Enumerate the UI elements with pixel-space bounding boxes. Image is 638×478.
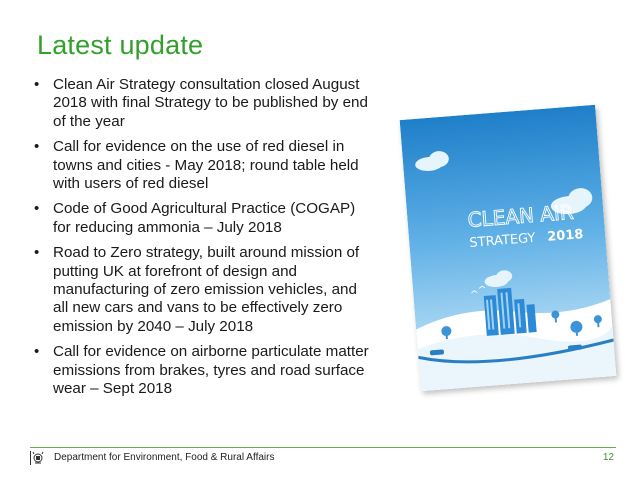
- royal-crest-icon: [30, 450, 50, 466]
- department-name: Department for Environment, Food & Rural Affairs: [54, 452, 275, 463]
- bullet-text: Clean Air Strategy consultation closed August 2018 with final Strategy to be published by end of the year: [53, 76, 368, 130]
- bullet-item: [30, 200, 370, 237]
- bullet-glyph: •: [34, 244, 40, 262]
- bullet-glyph: •: [34, 343, 40, 361]
- cover-title-line1: CLEAN AIR: [466, 199, 575, 233]
- bullet-text: Call for evidence on the use of red diesel in towns and cities - May 2018; round table held with users of red diesel: [53, 138, 359, 193]
- cover-illustration: [400, 105, 617, 392]
- bullet-text: Call for evidence on airborne particulate matter emissions from brakes, tyres and road surface wear – Sept 2018: [53, 343, 369, 398]
- footer-divider: [30, 447, 616, 448]
- bullet-glyph: •: [34, 76, 40, 93]
- bullet-item: [30, 76, 370, 131]
- cover-year: 2018: [546, 227, 584, 245]
- bullet-item: [30, 343, 370, 398]
- bullet-glyph: •: [34, 138, 40, 156]
- bullet-text: Code of Good Agricultural Practice (COGAP) for reducing ammonia – July 2018: [53, 200, 356, 236]
- strategy-cover-image: [400, 105, 617, 392]
- cover-title-line2: STRATEGY: [468, 230, 537, 251]
- bullet-text: Road to Zero strategy, built around mission of putting UK at forefront of design and manufacturing of zero emission vehicles, and all new cars and vans to be effectively zero emission by 2040 – July 2018: [53, 244, 360, 335]
- bullet-item: [30, 244, 370, 336]
- bullet-item: [30, 138, 370, 193]
- bullet-glyph: •: [34, 200, 40, 218]
- slide-title: Latest update: [37, 30, 204, 60]
- page-number: 12: [602, 452, 614, 463]
- bullet-list: [30, 76, 370, 406]
